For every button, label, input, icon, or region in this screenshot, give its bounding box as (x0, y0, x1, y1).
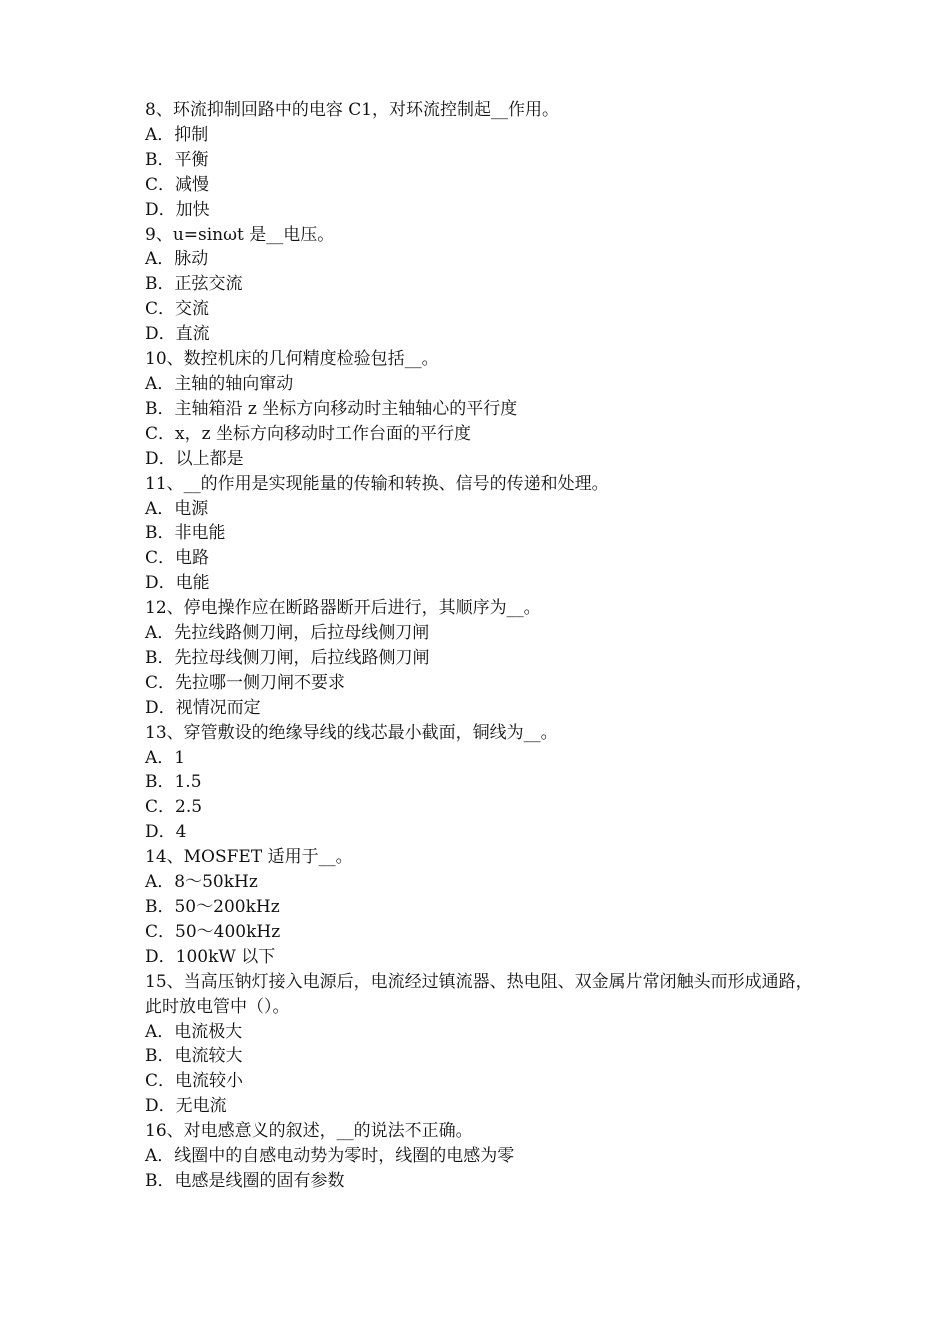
option-a: A．抑制 (145, 124, 209, 145)
option-d: D．加快 (145, 199, 210, 220)
option-a: A．脉动 (145, 249, 209, 270)
question-14 (145, 845, 825, 970)
question-text: 9、u=sinωt 是__电压。 (145, 224, 335, 245)
option-c: C．先拉哪一侧刀闸不要求 (145, 672, 346, 693)
option-c: C．2.5 (145, 797, 203, 818)
question-text: 14、MOSFET 适用于__。 (145, 847, 353, 868)
option-d: D．视情况而定 (145, 697, 261, 718)
question-list (145, 98, 825, 1194)
question-15 (145, 970, 825, 1119)
option-d: D．无电流 (145, 1096, 227, 1117)
option-c: C．电流较小 (145, 1071, 244, 1092)
question-10 (145, 347, 825, 472)
question-8 (145, 98, 825, 223)
option-d: D．直流 (145, 324, 210, 345)
question-text: 13、穿管敷设的绝缘导线的线芯最小截面，铜线为__。 (145, 722, 558, 743)
option-b: B．非电能 (145, 523, 226, 544)
question-12 (145, 596, 825, 721)
question-text: 10、数控机床的几何精度检验包括__。 (145, 349, 439, 370)
option-d: D．4 (145, 822, 187, 843)
option-b: B．电流较大 (145, 1046, 243, 1067)
option-d: D．电能 (145, 573, 210, 594)
question-text: 12、停电操作应在断路器断开后进行，其顺序为__。 (145, 598, 541, 619)
option-b: B．先拉母线侧刀闸，后拉线路侧刀闸 (145, 647, 430, 668)
question-text: 15、当高压钠灯接入电源后，电流经过镇流器、热电阻、双金属片常闭触头而形成通路，此时放电管中（）。 (145, 971, 813, 1017)
question-11 (145, 472, 825, 597)
question-16 (145, 1119, 825, 1194)
question-13 (145, 721, 825, 846)
option-a: A．8～50kHz (145, 872, 258, 893)
question-text: 8、环流抑制回路中的电容 C1，对环流控制起__作用。 (145, 100, 560, 120)
option-a: A．线圈中的自感电动势为零时，线圈的电感为零 (145, 1146, 515, 1167)
option-a: A．电源 (145, 498, 209, 519)
option-c: C．电路 (145, 548, 210, 569)
option-d: D．以上都是 (145, 448, 244, 469)
option-b: B．电感是线圈的固有参数 (145, 1170, 345, 1191)
option-b: B．正弦交流 (145, 274, 243, 295)
option-d: D．100kW 以下 (145, 946, 276, 967)
option-b: B．50～200kHz (145, 897, 280, 917)
option-b: B．平衡 (145, 149, 209, 170)
question-text: 11、__的作用是实现能量的传输和转换、信号的传递和处理。 (145, 473, 609, 494)
option-b: B．主轴箱沿 z 坐标方向移动时主轴轴心的平行度 (145, 398, 518, 419)
option-a: A．电流极大 (145, 1021, 243, 1042)
option-c: C．x，z 坐标方向移动时工作台面的平行度 (145, 423, 471, 444)
question-text: 16、对电感意义的叙述，__的说法不正确。 (145, 1121, 473, 1142)
option-a: A．1 (145, 747, 186, 768)
option-a: A．先拉线路侧刀闸，后拉母线侧刀闸 (145, 623, 430, 644)
option-c: C．50～400kHz (145, 921, 281, 942)
option-b: B．1.5 (145, 772, 202, 793)
option-c: C．减慢 (145, 174, 210, 195)
option-a: A．主轴的轴向窜动 (145, 373, 294, 394)
question-9 (145, 223, 825, 348)
option-c: C．交流 (145, 299, 210, 320)
